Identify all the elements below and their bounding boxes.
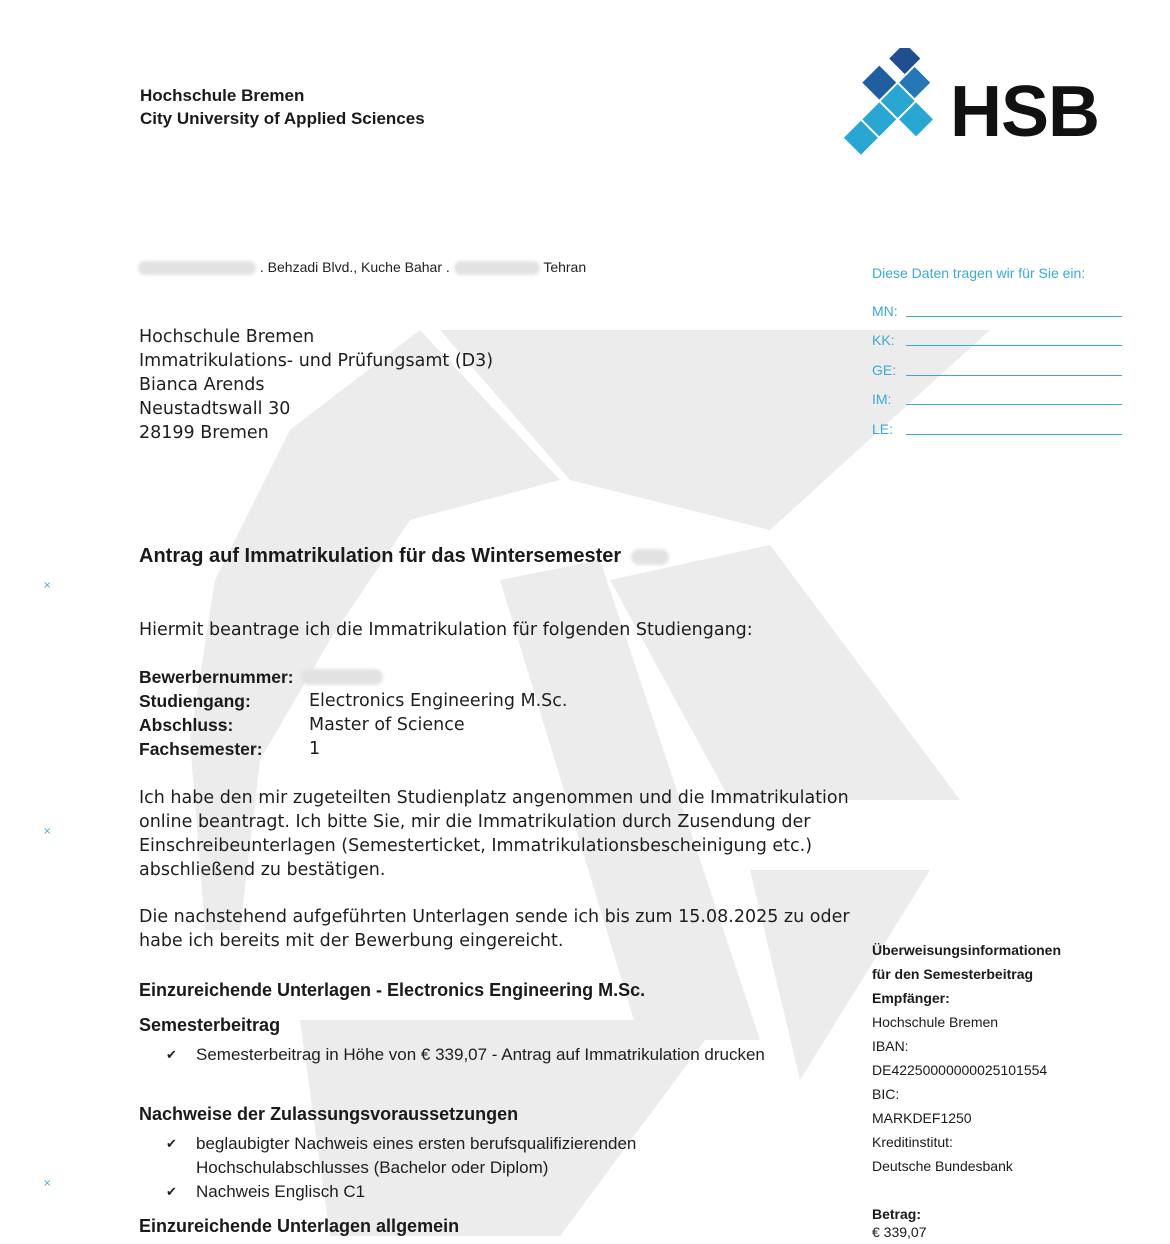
payment-recipient-value: Hochschule Bremen bbox=[872, 1014, 999, 1030]
recipient-line: 28199 Bremen bbox=[139, 423, 269, 443]
requirements-heading: Nachweise der Zulassungsvoraussetzungen bbox=[139, 1104, 519, 1124]
fee-heading: Semesterbeitrag bbox=[139, 1015, 281, 1035]
university-name-line2: City University of Applied Sciences bbox=[140, 109, 425, 128]
margin-mark-icon: × bbox=[43, 826, 52, 837]
paragraph-confirmation: Ich habe den mir zugeteilten Studienplatz angenommen und die Immatrikulation online beantragt. Ich bitte Sie, mir die Immatrikulation durch Zusendung der Einschreibeunterlagen (Semesterticket, Immatrikulationsbescheinigung etc.) abschließend zu bestätigen. bbox=[139, 788, 849, 880]
data-box-row bbox=[872, 349, 1122, 379]
data-box-line bbox=[906, 434, 1122, 435]
list-item-text: Nachweis Englisch C1 bbox=[196, 1182, 366, 1201]
sender-address bbox=[138, 258, 586, 276]
redacted-block bbox=[138, 261, 256, 275]
data-box-row bbox=[872, 408, 1122, 438]
office-data-box bbox=[872, 262, 1122, 438]
field-row-semester bbox=[139, 737, 567, 761]
intro-text: Hiermit beantrage ich die Immatrikulation für folgenden Studiengang: bbox=[139, 620, 753, 640]
program-label: Studiengang: bbox=[139, 690, 251, 711]
payment-recipient-label: Empfänger: bbox=[872, 990, 950, 1006]
check-icon: ✔ bbox=[166, 1047, 177, 1062]
document-title-text: Antrag auf Immatrikulation für das Wintersemester bbox=[139, 545, 622, 567]
hsb-logo-text: HSB bbox=[950, 72, 1100, 152]
semester-label: Fachsemester: bbox=[139, 738, 263, 759]
payment-amount-value: € 339,07 bbox=[872, 1224, 927, 1240]
data-box-label: LE: bbox=[872, 420, 894, 437]
payment-bic-value: MARKDEF1250 bbox=[872, 1110, 972, 1126]
university-name-line1: Hochschule Bremen bbox=[140, 86, 305, 105]
payment-bic-label: BIC: bbox=[872, 1086, 900, 1102]
data-box-row bbox=[872, 379, 1122, 409]
paragraph-documents: Die nachstehend aufgeführten Unterlagen sende ich bis zum 15.08.2025 zu oder habe ich bereits mit der Bewerbung eingereicht. bbox=[139, 907, 850, 951]
payment-bank-label: Kreditinstitut: bbox=[872, 1134, 953, 1150]
payment-bank-value: Deutsche Bundesbank bbox=[872, 1158, 1013, 1174]
field-row-applicant bbox=[139, 665, 567, 689]
payment-heading-line2: für den Semesterbeitrag bbox=[872, 966, 1034, 982]
documents-heading: Einzureichende Unterlagen - Electronics Engineering M.Sc. bbox=[139, 980, 646, 1000]
data-box-label: KK: bbox=[872, 332, 895, 348]
university-name bbox=[140, 84, 425, 130]
list-item-text: beglaubigter Nachweis eines ersten berufsqualifizierenden Hochschulabschlusses (Bachelor oder Diplom) bbox=[196, 1134, 637, 1177]
margin-mark-icon: × bbox=[43, 1178, 52, 1189]
data-box-line bbox=[906, 345, 1122, 346]
data-box-line bbox=[906, 375, 1122, 376]
recipient-line: Neustadtswall 30 bbox=[139, 399, 291, 419]
hsb-logo-icon bbox=[820, 48, 940, 178]
program-value: Electronics Engineering M.Sc. bbox=[309, 691, 568, 711]
recipient-line: Bianca Arends bbox=[139, 375, 265, 395]
redacted-block bbox=[631, 549, 669, 565]
applicant-number-label: Bewerbernummer: bbox=[139, 666, 294, 687]
data-box-label: MN: bbox=[872, 302, 898, 319]
check-icon: ✔ bbox=[166, 1184, 177, 1199]
degree-label: Abschluss: bbox=[139, 714, 234, 735]
recipient-address bbox=[139, 325, 493, 445]
data-box-row bbox=[872, 320, 1122, 350]
general-documents-heading: Einzureichende Unterlagen allgemein bbox=[139, 1216, 460, 1236]
margin-mark-icon: × bbox=[43, 580, 52, 591]
payment-heading-line1: Überweisungsinformationen bbox=[872, 942, 1062, 958]
field-row-program bbox=[139, 689, 567, 713]
data-box-label: GE: bbox=[872, 361, 897, 378]
field-row-degree bbox=[139, 713, 567, 737]
payment-iban-value: DE42250000000025101554 bbox=[872, 1062, 1048, 1078]
recipient-line: Immatrikulations- und Prüfungsamt (D3) bbox=[139, 351, 494, 371]
payment-amount-label: Betrag: bbox=[872, 1206, 922, 1222]
list-item bbox=[166, 1132, 786, 1180]
recipient-line: Hochschule Bremen bbox=[139, 327, 315, 347]
list-item bbox=[166, 1180, 786, 1204]
redacted-block bbox=[454, 261, 540, 275]
sender-city: Tehran bbox=[543, 259, 587, 275]
data-box-row bbox=[872, 290, 1122, 320]
payment-info bbox=[872, 938, 1102, 1244]
list-item-text: Semesterbeitrag in Höhe von € 339,07 - Antrag auf Immatrikulation drucken bbox=[196, 1045, 765, 1064]
degree-value: Master of Science bbox=[309, 715, 465, 735]
data-box-line bbox=[906, 404, 1122, 405]
sender-street: . Behzadi Blvd., Kuche Bahar . bbox=[259, 259, 450, 275]
data-box-line bbox=[906, 316, 1122, 317]
data-box-label: IM: bbox=[872, 391, 892, 407]
check-icon: ✔ bbox=[166, 1136, 177, 1151]
data-box-title: Diese Daten tragen wir für Sie ein: bbox=[872, 265, 1086, 281]
payment-iban-label: IBAN: bbox=[872, 1038, 909, 1054]
program-fields bbox=[139, 665, 567, 761]
redacted-block bbox=[301, 669, 383, 685]
semester-value: 1 bbox=[309, 739, 321, 759]
document-title bbox=[139, 543, 669, 569]
list-item bbox=[166, 1043, 786, 1067]
